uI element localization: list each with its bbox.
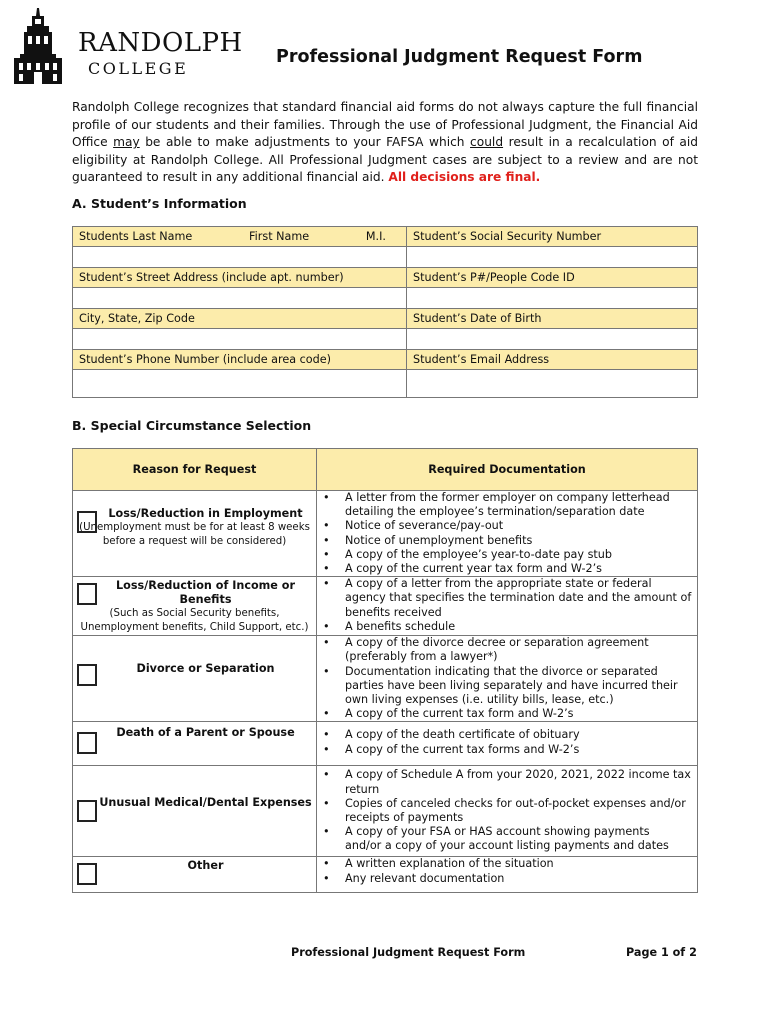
ssn-field[interactable]: [407, 247, 698, 268]
docs-list: [317, 766, 697, 853]
email-field[interactable]: [407, 370, 698, 398]
phone-field[interactable]: [73, 370, 407, 398]
student-info-table: [72, 226, 698, 398]
circumstance-row: [73, 722, 698, 766]
other-checkbox[interactable]: [77, 863, 97, 885]
section-a-heading: A. Student’s Information: [72, 196, 247, 211]
medical-checkbox[interactable]: [77, 800, 97, 822]
logo-name: RANDOLPH: [78, 28, 243, 58]
doc-item: • A copy of the divorce decree or separation agreement (preferably from a lawyer*): [345, 636, 693, 664]
divorce-checkbox[interactable]: [77, 664, 97, 686]
logo-subname: COLLEGE: [88, 59, 189, 78]
email-label: Student’s Email Address: [407, 350, 698, 370]
circumstance-row: [73, 857, 698, 893]
docs-list: [317, 577, 697, 634]
all-decisions-final: All decisions are final.: [388, 170, 541, 184]
city-label: City, State, Zip Code: [73, 309, 407, 329]
circumstance-row: [73, 491, 698, 577]
doc-item: • Notice of unemployment benefits: [345, 534, 693, 548]
doc-item: • Copies of canceled checks for out-of-pocket expenses and/or receipts of payments: [345, 797, 693, 825]
circumstance-table: [72, 448, 698, 893]
name-label-cell: [73, 227, 407, 247]
doc-item: • A copy of a letter from the appropriate state or federal agency that specifies the termination date and the amount of benefits received: [345, 577, 693, 620]
doc-item: • A copy of Schedule A from your 2020, 2021, 2022 income tax return: [345, 768, 693, 796]
docs-list: [317, 491, 697, 576]
intro-could: could: [470, 135, 504, 149]
mi-label: M.I.: [365, 230, 386, 243]
last-name-label: Students Last Name: [79, 230, 193, 243]
circumstance-row: [73, 636, 698, 722]
reason-title: Divorce or Separation: [136, 662, 275, 676]
reason-subtext: (Unemployment must be for at least 8 weeks before a request will be considered): [79, 522, 310, 547]
loss-income-checkbox[interactable]: [77, 583, 97, 605]
address-field[interactable]: [73, 288, 407, 309]
ssn-label: Student’s Social Security Number: [407, 227, 698, 247]
circumstance-row: [73, 577, 698, 636]
docs-list: [317, 722, 697, 756]
college-logo: [10, 8, 243, 86]
doc-item: • Documentation indicating that the divorce or separated parties have been living separately and have incurred their own living expenses (i.e. utility bills, lease, etc.): [345, 665, 693, 708]
doc-item: • A copy of the current tax forms and W-2’s: [345, 743, 693, 757]
first-name-label: First Name: [249, 230, 310, 243]
building-tower-icon: [10, 8, 66, 86]
reason-title: Unusual Medical/Dental Expenses: [99, 796, 312, 810]
doc-item: • A copy of the current tax form and W-2’s: [345, 707, 693, 721]
city-field[interactable]: [73, 329, 407, 350]
death-checkbox[interactable]: [77, 732, 97, 754]
page-title: Professional Judgment Request Form: [276, 47, 643, 67]
reason-title: Death of a Parent or Spouse: [116, 726, 295, 740]
docs-list: [317, 857, 697, 885]
reason-title: Loss/Reduction in Employment: [108, 507, 303, 520]
doc-item: • Any relevant documentation: [345, 872, 693, 886]
doc-item: • A written explanation of the situation: [345, 857, 693, 871]
doc-item: • A copy of the death certificate of obituary: [345, 728, 693, 742]
intro-may: may: [113, 135, 140, 149]
loss-employment-checkbox[interactable]: [77, 511, 97, 533]
circumstance-row: [73, 766, 698, 857]
docs-header: Required Documentation: [317, 449, 698, 491]
docs-list: [317, 636, 697, 721]
doc-item: • A copy of your FSA or HAS account showing payments: [345, 825, 693, 839]
intro-paragraph: Randolph College recognizes that standard financial aid forms do not always capture the full financial profile of our students and their families. Through the use of Professional Judgment, the Financial Aid Office may be able to make adjustments to your FAFSA which could result in a recalculation of aid eligibility at Randolph College. All Professional Judgment cases are subject to a review and are not guaranteed to result in any additional financial aid. All decisions are final.: [72, 100, 699, 184]
doc-item: • A benefits schedule: [345, 620, 693, 634]
phone-label: Student’s Phone Number (include area code): [73, 350, 407, 370]
reason-title: Loss/Reduction of Income or Benefits: [116, 579, 295, 607]
dob-label: Student’s Date of Birth: [407, 309, 698, 329]
people-code-field[interactable]: [407, 288, 698, 309]
doc-item: • A copy of the current year tax form and W-2’s: [345, 562, 693, 576]
reason-subtext: (Such as Social Security benefits, Unemployment benefits, Child Support, etc.): [80, 608, 309, 634]
footer-form-name: Professional Judgment Request Form: [291, 946, 526, 959]
address-label: Student’s Street Address (include apt. number): [73, 268, 407, 288]
people-code-label: Student’s P#/People Code ID: [407, 268, 698, 288]
dob-field[interactable]: [407, 329, 698, 350]
section-b-heading: B. Special Circumstance Selection: [72, 418, 312, 433]
doc-item: • A letter from the former employer on company letterhead detailing the employee’s termination/separation date: [345, 491, 693, 519]
footer-page-number: Page 1 of 2: [626, 946, 697, 959]
doc-item: and/or a copy of your account listing payments and dates: [345, 839, 669, 853]
name-field[interactable]: [73, 247, 407, 268]
reason-title: Other: [187, 859, 224, 873]
doc-item: • Notice of severance/pay-out: [345, 519, 693, 533]
reason-header: Reason for Request: [73, 449, 317, 491]
doc-item: • A copy of the employee’s year-to-date pay stub: [345, 548, 693, 562]
